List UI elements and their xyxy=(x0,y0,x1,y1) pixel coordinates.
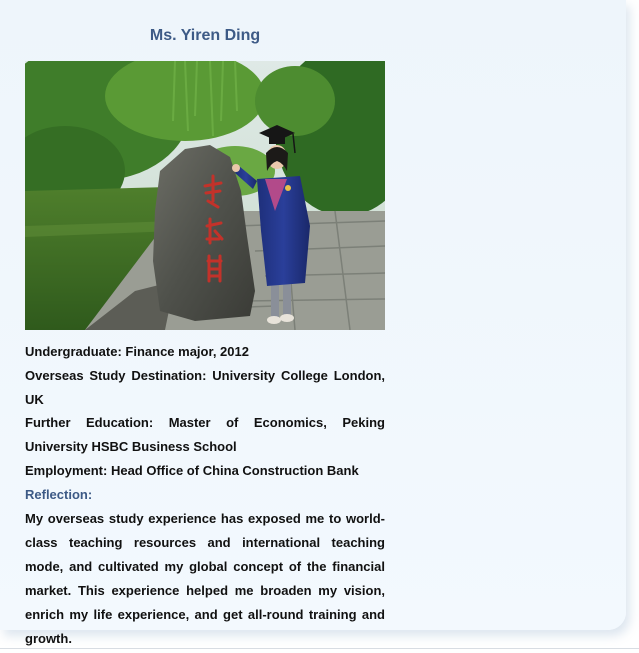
overseas-destination-line: Overseas Study Destination: University College London, UK xyxy=(25,367,385,407)
employment-line: Employment: Head Office of China Construction Bank xyxy=(25,462,359,478)
reflection-text: My overseas study experience has exposed me to world-class teaching resources and international teaching mode, and cultivated my global concept of the financial market. This experience helped me broaden my vision, enrich my life experience, and get all-round training and growth. xyxy=(25,510,385,646)
bottom-divider xyxy=(0,648,639,649)
graduation-photo xyxy=(25,61,385,330)
reflection-label: Reflection: xyxy=(25,486,93,502)
further-education-line: Further Education: Master of Economics, Peking University HSBC Business School xyxy=(25,415,385,455)
profile-name: Ms. Yiren Ding xyxy=(149,27,261,44)
undergraduate-line: Undergraduate: Finance major, 2012 xyxy=(25,344,249,359)
profile-details xyxy=(25,340,385,651)
